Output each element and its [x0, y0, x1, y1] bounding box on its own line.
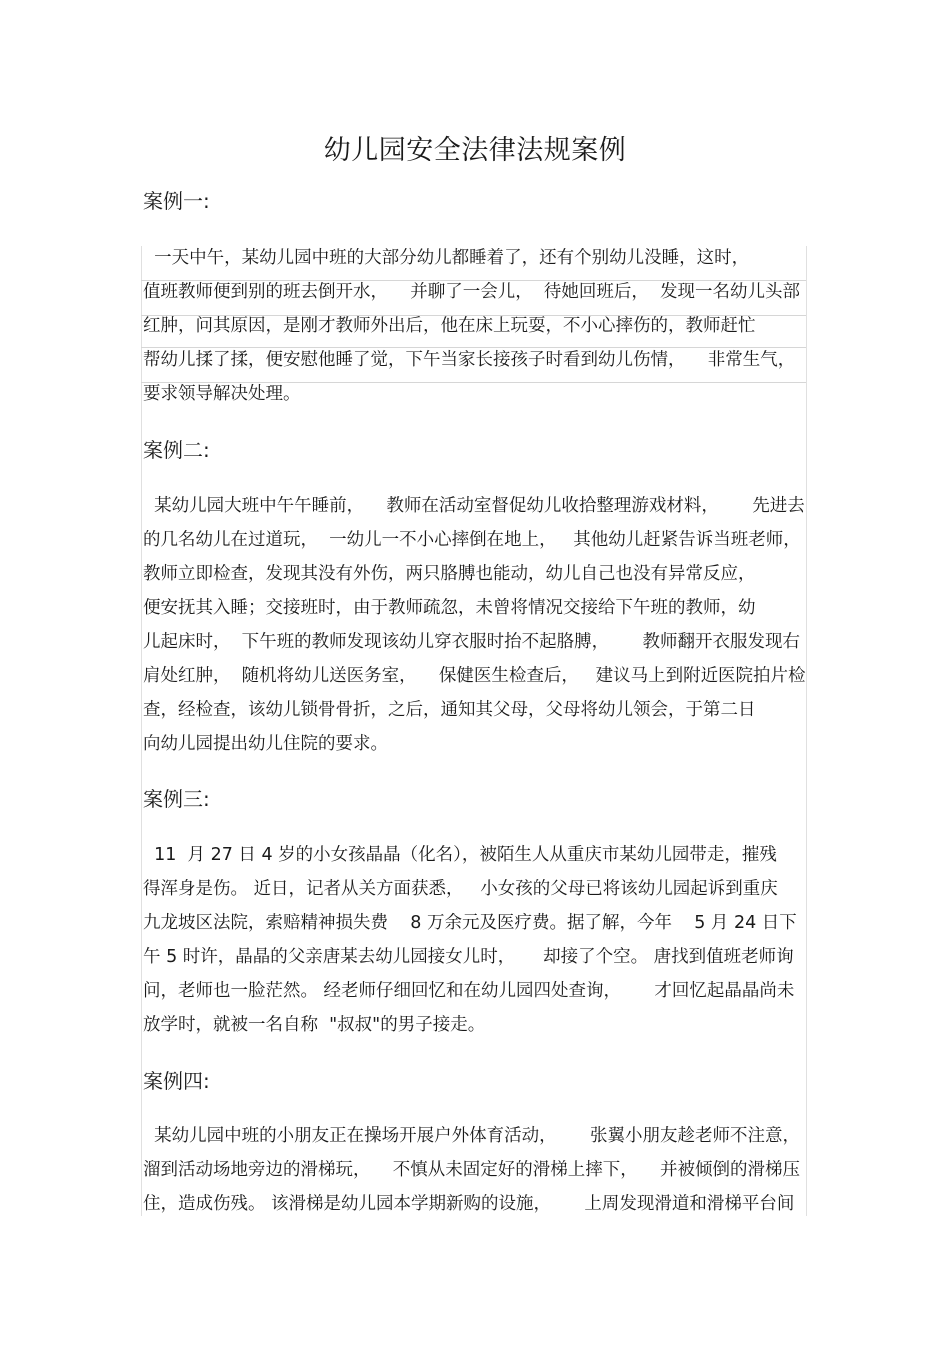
paragraph-line: 某幼儿园大班中午午睡前， 教师在活动室督促幼儿收拾整理游戏材料， 先进去 — [143, 496, 805, 516]
paragraph-line: 向幼儿园提出幼儿住院的要求。 — [143, 734, 388, 754]
paragraph-line: 值班教师便到别的班去倒开水， 并聊了一会儿， 待她回班后， 发现一名幼儿头部 — [143, 282, 800, 302]
paragraph-line: 溜到活动场地旁边的滑梯玩， 不慎从未固定好的滑梯上摔下， 并被倾倒的滑梯压 — [143, 1160, 800, 1180]
case-three-heading: 案例三: — [143, 787, 210, 811]
paragraph-line: 红肿，问其原因，是刚才教师外出后，他在床上玩耍，不小心摔伤的，教师赶忙 — [143, 316, 756, 336]
paragraph-line: 住，造成伤残。 该滑梯是幼儿园本学期新购的设施， 上周发现滑道和滑梯平台间 — [143, 1194, 795, 1214]
paragraph-line: 便安抚其入睡；交接班时，由于教师疏忽，未曾将情况交接给下午班的教师，幼 — [143, 598, 756, 618]
paragraph-line: 的几名幼儿在过道玩， 一幼儿一不小心摔倒在地上， 其他幼儿赶紧告诉当班老师， — [143, 530, 801, 550]
paragraph-line: 查，经检查，该幼儿锁骨骨折，之后，通知其父母，父母将幼儿领会，于第二日 — [143, 700, 756, 720]
frame-line-right — [806, 246, 807, 1216]
paragraph-line: 九龙坡区法院，索赔精神损失费 8 万余元及医疗费。据了解，今年 5 月 24 日下 — [143, 913, 797, 933]
paragraph-line: 教师立即检查，发现其没有外伤，两只胳膊也能动，幼儿自己也没有异常反应， — [143, 564, 756, 584]
paragraph-line: 要求领导解决处理。 — [143, 384, 301, 404]
case-four-heading: 案例四: — [143, 1069, 210, 1093]
paragraph-line: 儿起床时， 下午班的教师发现该幼儿穿衣服时抬不起胳膊， 教师翻开衣服发现右 — [143, 632, 800, 652]
paragraph-line: 放学时，就被一名自称 "叔叔"的男子接走。 — [143, 1015, 486, 1035]
paragraph-line: 帮幼儿揉了揉，便安慰他睡了觉，下午当家长接孩子时看到幼儿伤情， 非常生气， — [143, 350, 796, 370]
case-one-heading: 案例一: — [143, 189, 210, 213]
paragraph-line: 11 月 27 日 4 岁的小女孩晶晶（化名），被陌生人从重庆市某幼儿园带走，摧残 — [143, 845, 777, 865]
case-two-heading: 案例二: — [143, 438, 210, 462]
paragraph-line: 得浑身是伤。 近日，记者从关方面获悉， 小女孩的父母已将该幼儿园起诉到重庆 — [143, 879, 778, 899]
paragraph-line: 午 5 时许，晶晶的父亲唐某去幼儿园接女儿时， 却接了个空。 唐找到值班老师询 — [143, 947, 794, 967]
frame-line-left — [141, 246, 142, 1216]
paragraph-line: 某幼儿园中班的小朋友正在操场开展户外体育活动， 张翼小朋友趁老师不注意， — [143, 1126, 800, 1146]
page-title: 幼儿园安全法律法规案例 — [323, 135, 627, 166]
paragraph-line: 肩处红肿， 随机将幼儿送医务室， 保健医生检查后， 建议马上到附近医院拍片检 — [143, 666, 806, 686]
paragraph-line: 一天中午，某幼儿园中班的大部分幼儿都睡着了，还有个别幼儿没睡，这时， — [143, 248, 750, 268]
paragraph-line: 问，老师也一脸茫然。 经老师仔细回忆和在幼儿园四处查询， 才回忆起晶晶尚未 — [143, 981, 795, 1001]
